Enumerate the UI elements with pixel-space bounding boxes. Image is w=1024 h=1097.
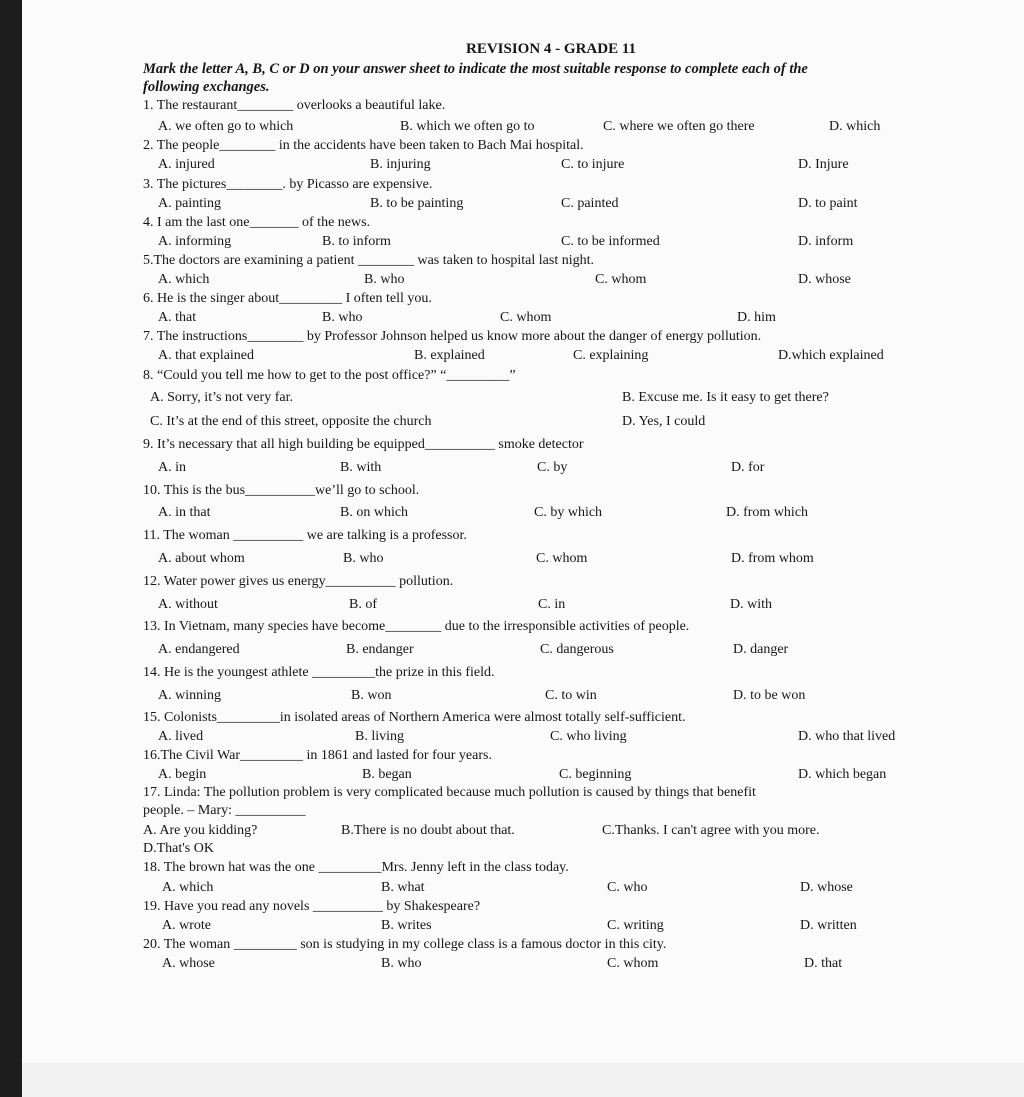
- option-c: C. explaining: [573, 348, 649, 363]
- option-c: C. to be informed: [561, 234, 660, 249]
- option-a: A. in: [158, 460, 186, 475]
- question-stem: 7. The instructions________ by Professor Johnson helped us know more about the danger of energy pollution.: [143, 329, 762, 344]
- option-c: C. in: [538, 597, 566, 612]
- left-margin-bar: [0, 0, 22, 1097]
- option-b: B. what: [381, 880, 425, 895]
- option-d: D. to paint: [798, 196, 858, 211]
- option-d: D. danger: [733, 642, 789, 657]
- option-c: C. painted: [561, 196, 619, 211]
- question-stem: 4. I am the last one_______ of the news.: [143, 215, 371, 230]
- option-d: D.That's OK: [143, 841, 214, 856]
- option-c: C. to injure: [561, 157, 625, 172]
- option-b: B. who: [364, 272, 405, 287]
- question-stem: 11. The woman __________ we are talking is a professor.: [143, 528, 467, 543]
- option-b: B. writes: [381, 918, 432, 933]
- option-d: D. written: [800, 918, 857, 933]
- option-a: A. wrote: [162, 918, 211, 933]
- option-c: C. who living: [550, 729, 627, 744]
- question-stem: 9. It’s necessary that all high building be equipped__________ smoke detector: [143, 437, 584, 452]
- option-b: B. began: [362, 767, 412, 782]
- question-stem: 16.The Civil War_________ in 1861 and lasted for four years.: [143, 748, 492, 763]
- option-c: C. to win: [545, 688, 597, 703]
- option-b: B. which we often go to: [400, 119, 535, 134]
- option-a: A. lived: [158, 729, 204, 744]
- question-stem: 18. The brown hat was the one _________Mrs. Jenny left in the class today.: [143, 860, 569, 875]
- question-stem: 8. “Could you tell me how to get to the post office?” “_________”: [143, 368, 516, 383]
- option-d: D. which began: [798, 767, 887, 782]
- question-stem: 20. The woman _________ son is studying in my college class is a famous doctor in this city.: [143, 937, 667, 952]
- option-b: B. won: [351, 688, 392, 703]
- option-b: B.There is no doubt about that.: [341, 823, 515, 838]
- question-stem: 14. He is the youngest athlete _________the prize in this field.: [143, 665, 495, 680]
- option-b: B. on which: [340, 505, 409, 520]
- option-b: B. to be painting: [370, 196, 464, 211]
- option-a: A. without: [158, 597, 218, 612]
- option-c: C. whom: [595, 272, 647, 287]
- option-c: C. by which: [534, 505, 603, 520]
- question-stem: 19. Have you read any novels __________ by Shakespeare?: [143, 899, 481, 914]
- option-c: C. writing: [607, 918, 664, 933]
- option-a: A. about whom: [158, 551, 245, 566]
- option-b: B. with: [340, 460, 382, 475]
- question-stem: 12. Water power gives us energy__________ pollution.: [143, 574, 454, 589]
- option-d: D. whose: [798, 272, 851, 287]
- question-stem: 13. In Vietnam, many species have become________ due to the irresponsible activities of people.: [143, 619, 690, 634]
- option-d: D. from which: [726, 505, 809, 520]
- option-a: A. painting: [158, 196, 221, 211]
- option-b: B. injuring: [370, 157, 431, 172]
- option-c: C. whom: [607, 956, 659, 971]
- question-stem: 6. He is the singer about_________ I often tell you.: [143, 291, 432, 306]
- instruction-line-2: following exchanges.: [143, 79, 270, 95]
- option-c: C. dangerous: [540, 642, 614, 657]
- option-a: A. we often go to which: [158, 119, 294, 134]
- bottom-margin: [22, 1063, 1024, 1097]
- question-stem: 15. Colonists_________in isolated areas of Northern America were almost totally self-sufficient.: [143, 710, 686, 725]
- option-d: D. that: [804, 956, 843, 971]
- option-a: A. informing: [158, 234, 232, 249]
- option-d: D. from whom: [731, 551, 814, 566]
- option-a: A. whose: [162, 956, 215, 971]
- option-d: D. which: [829, 119, 881, 134]
- question-stem: 10. This is the bus__________we’ll go to school.: [143, 483, 420, 498]
- option-d: D. Yes, I could: [622, 414, 706, 429]
- option-d: D. Injure: [798, 157, 849, 172]
- question-stem: 5.The doctors are examining a patient ________ was taken to hospital last night.: [143, 253, 595, 268]
- option-a: A. which: [158, 272, 210, 287]
- option-b: B. to inform: [322, 234, 391, 249]
- question-stem-line-2: people. – Mary: __________: [143, 803, 306, 818]
- option-d: D. with: [730, 597, 772, 612]
- option-d: D. for: [731, 460, 765, 475]
- option-a: A. winning: [158, 688, 221, 703]
- option-c: C. whom: [500, 310, 552, 325]
- question-stem: 1. The restaurant________ overlooks a beautiful lake.: [143, 98, 446, 113]
- option-c: C. who: [607, 880, 648, 895]
- option-a: A. injured: [158, 157, 215, 172]
- option-c: C. where we often go there: [603, 119, 755, 134]
- instruction-line-1: Mark the letter A, B, C or D on your answer sheet to indicate the most suitable response to complete each of the: [143, 61, 808, 77]
- option-c: C. It’s at the end of this street, opposite the church: [150, 414, 432, 429]
- option-d: D.which explained: [778, 348, 884, 363]
- option-d: D. whose: [800, 880, 853, 895]
- page-title: REVISION 4 - GRADE 11: [466, 41, 637, 57]
- option-a: A. Sorry, it’s not very far.: [150, 390, 293, 405]
- option-c: C. whom: [536, 551, 588, 566]
- option-c: C. beginning: [559, 767, 632, 782]
- option-a: A. which: [162, 880, 214, 895]
- option-b: B. who: [381, 956, 422, 971]
- option-a: A. begin: [158, 767, 207, 782]
- option-c: C. by: [537, 460, 568, 475]
- option-d: D. inform: [798, 234, 854, 249]
- option-b: B. who: [322, 310, 363, 325]
- question-stem-line-1: 17. Linda: The pollution problem is very complicated because much pollution is caused by things that benefit: [143, 785, 756, 800]
- option-d: D. to be won: [733, 688, 806, 703]
- question-stem: 2. The people________ in the accidents have been taken to Bach Mai hospital.: [143, 138, 584, 153]
- option-b: B. endanger: [346, 642, 414, 657]
- option-d: D. him: [737, 310, 776, 325]
- option-d: D. who that lived: [798, 729, 896, 744]
- option-b: B. explained: [414, 348, 485, 363]
- option-a: A. that explained: [158, 348, 255, 363]
- option-b: B. of: [349, 597, 377, 612]
- question-stem: 3. The pictures________. by Picasso are expensive.: [143, 177, 433, 192]
- option-c: C.Thanks. I can't agree with you more.: [602, 823, 820, 838]
- option-a: A. Are you kidding?: [143, 823, 258, 838]
- option-a: A. that: [158, 310, 197, 325]
- option-b: B. living: [355, 729, 405, 744]
- option-b: B. who: [343, 551, 384, 566]
- option-b: B. Excuse me. Is it easy to get there?: [622, 390, 829, 405]
- option-a: A. endangered: [158, 642, 240, 657]
- option-a: A. in that: [158, 505, 211, 520]
